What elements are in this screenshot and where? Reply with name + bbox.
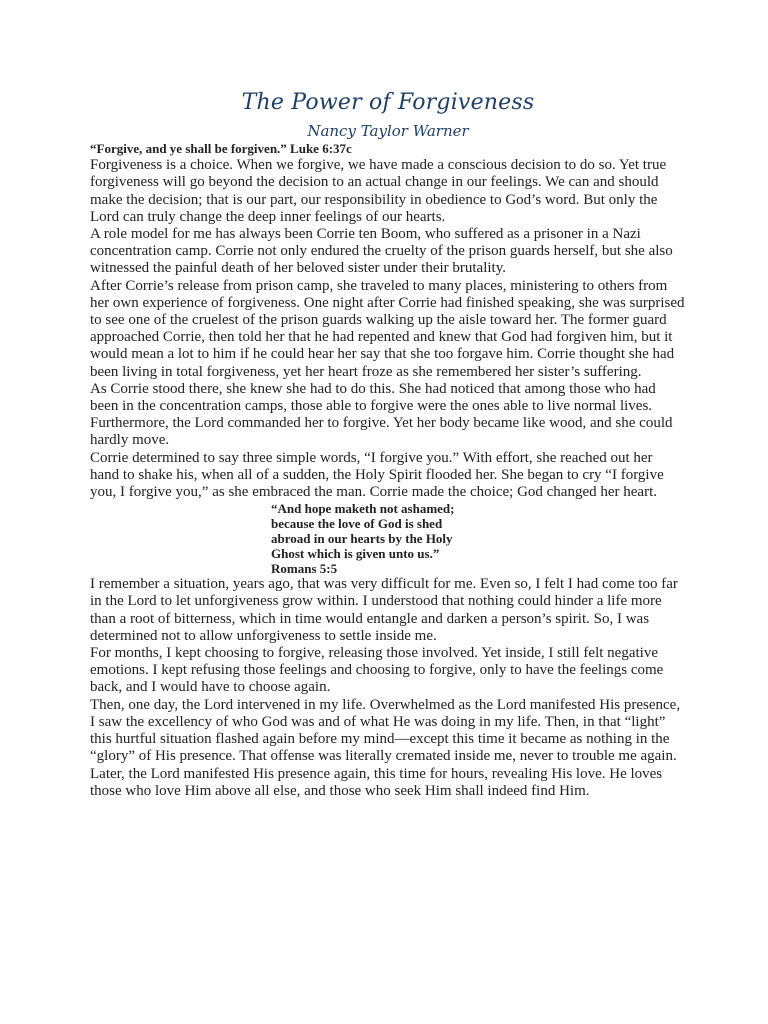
quote-reference: Romans 5:5 [271,561,338,577]
paragraph: For months, I kept choosing to forgive, releasing those involved. Yet inside, I still felt negative emotions. I kept refusing those feelings and choosing to forgive, only to have the feelings come back, and I would have to choose again. [90,645,664,696]
paragraph: Corrie determined to say three simple words, “I forgive you.” With effort, she reached out her hand to shake his, when all of a sudden, the Holy Spirit flooded her. She began to cry “I forgive you, I forgive you,” as she embraced the man. Corrie made the choice; God changed her heart. [90,449,664,501]
paragraph: A role model for me has always been Corrie ten Boom, who suffered as a prisoner in a Nazi concentration camp. Corrie not only endured the cruelty of the prison guards herself, but she also witnessed the painful death of her beloved sister under their brutality. [90,226,673,277]
paragraph: After Corrie’s release from prison camp, she traveled to many places, ministering to others from her own experience of forgiveness. One night after Corrie had finished speaking, she was surprised to see one of the cruelest of the prison guards walking up the aisle toward her. The former guard approached Corrie, then told her that he had repented and knew that God had forgiven him, but it would mean a lot to him if he could hear her say that she too forgave him. Corrie thought she had been living in total forgiveness, yet her heart froze as she remembered her sister’s suffering. [90,277,685,380]
quote-line: Ghost which is given unto us.” [271,546,440,562]
quote-line: “And hope maketh not ashamed; [271,501,455,517]
quote-line: because the love of God is shed [271,516,443,532]
paragraph: Then, one day, the Lord intervened in my life. Overwhelmed as the Lord manifested His presence, I saw the excellency of who God was and of what He was doing in my life. Then, in that “light” this hurtful situation flashed again before my mind—except this time it became as nothing in the “glory” of His presence. That offense was literally cremated inside me, never to trouble me again. Later, the Lord manifested His presence again, this time for hours, revealing His love. He loves those who love Him above all else, and those who seek Him shall indeed find Him. [90,696,681,799]
paragraph: I remember a situation, years ago, that was very difficult for me. Even so, I felt I had come too far in the Lord to let unforgiveness grow within. I understood that nothing could hinder a life more than a root of bitterness, which in time would entangle and darken a person’s spirit. So, I was determined not to allow unforgiveness to settle inside me. [90,576,678,644]
quote-line: abroad in our hearts by the Holy [271,531,453,547]
opening-verse: “Forgive, and ye shall be forgiven.” Luke 6:37c [90,141,352,156]
scripture-quote [271,501,531,576]
paragraph: Forgiveness is a choice. When we forgive, we have made a conscious decision to do so. Yet true forgiveness will go beyond the decision to an actual change in our feelings. We can and should make the decision; that is our part, our responsibility in obedience to God’s word. But only the Lord can truly change the deep inner feelings of our hearts. [90,157,667,225]
paragraph: As Corrie stood there, she knew she had to do this. She had noticed that among those who had been in the concentration camps, those able to forgive were the ones able to live normal lives. Furthermore, the Lord commanded her to forgive. Yet her body became like wood, and she could hardly move. [90,380,673,449]
document-title: The Power of Forgiveness [241,90,535,115]
document-author: Nancy Taylor Warner [307,122,469,140]
document-body [90,140,685,800]
